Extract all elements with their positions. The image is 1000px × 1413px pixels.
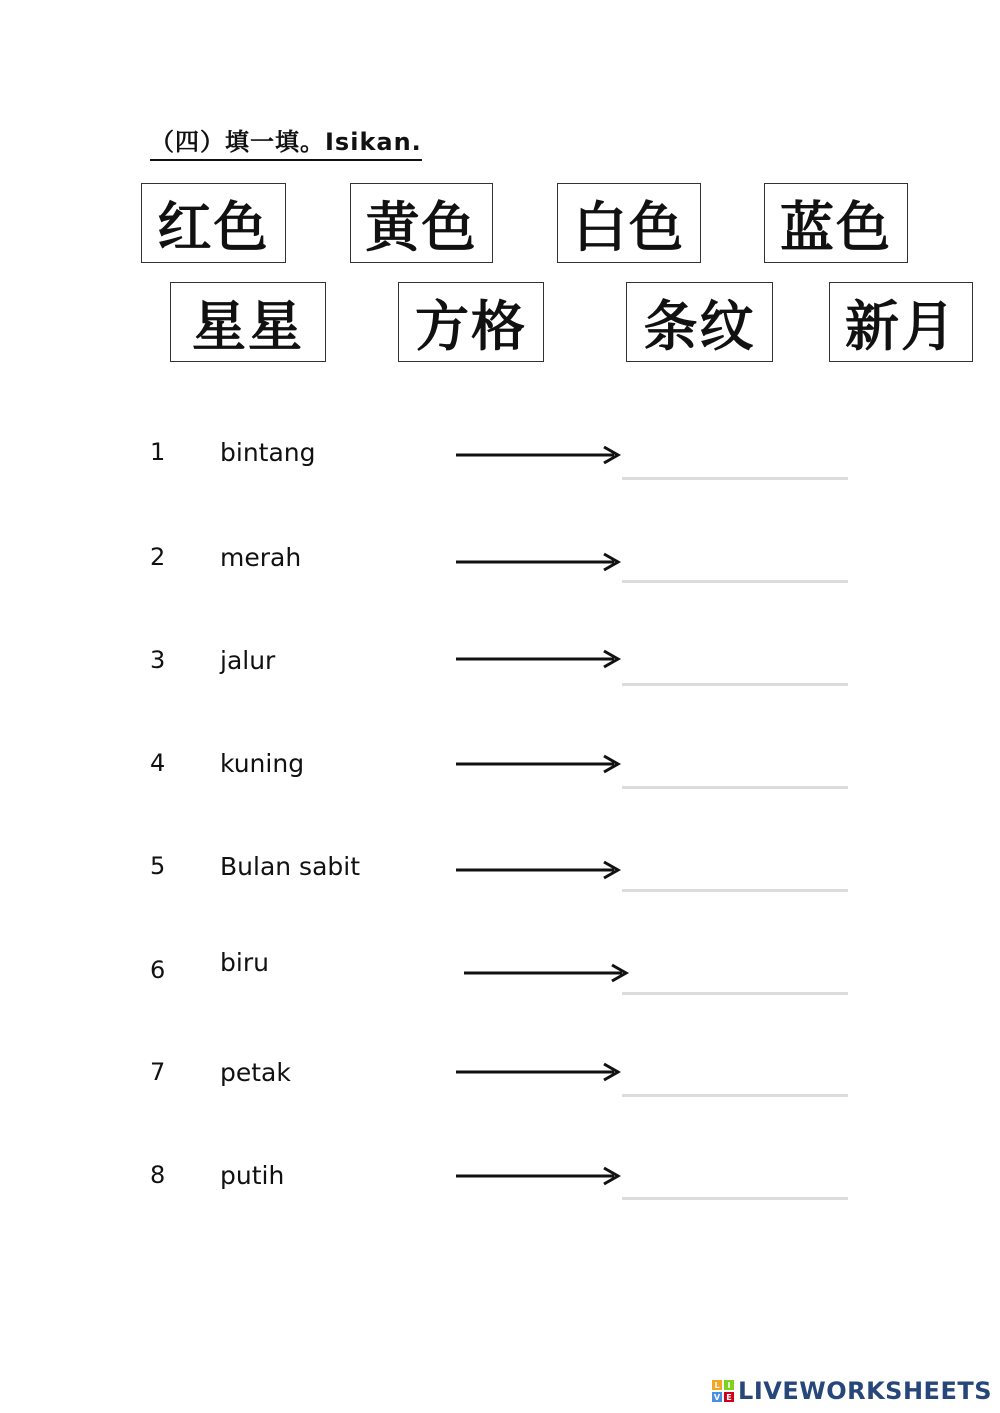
arrow-right-icon [456, 752, 626, 776]
question-number: 3 [150, 646, 166, 674]
question-row [0, 646, 1000, 706]
question-number: 4 [150, 749, 166, 777]
answer-input[interactable] [622, 1069, 848, 1097]
malay-word: bintang [220, 438, 316, 467]
arrow-right-icon [456, 647, 626, 671]
answer-input[interactable] [622, 658, 848, 686]
word-bank-item: 新月 [829, 282, 973, 362]
malay-word: merah [220, 543, 302, 572]
arrow-right-icon [456, 1060, 626, 1084]
question-number: 5 [150, 852, 166, 880]
liveworksheets-watermark [712, 1377, 992, 1405]
malay-word: Bulan sabit [220, 852, 361, 881]
answer-input[interactable] [622, 555, 848, 583]
malay-word: putih [220, 1161, 285, 1190]
question-number: 6 [150, 956, 166, 984]
word-bank-item: 红色 [141, 183, 286, 263]
question-row [0, 438, 1000, 498]
word-bank-item: 方格 [398, 282, 544, 362]
word-bank-item: 蓝色 [764, 183, 908, 263]
question-row [0, 948, 1000, 1008]
malay-word: jalur [220, 646, 276, 675]
word-bank-item: 白色 [557, 183, 701, 263]
logo-letter: E [724, 1392, 734, 1402]
malay-word: kuning [220, 749, 305, 778]
answer-input[interactable] [622, 452, 848, 480]
question-number: 8 [150, 1161, 166, 1189]
word-bank-item: 条纹 [626, 282, 773, 362]
answer-input[interactable] [622, 1172, 848, 1200]
question-row [0, 852, 1000, 912]
arrow-right-icon [456, 858, 626, 882]
arrow-right-icon [456, 550, 626, 574]
question-row [0, 749, 1000, 809]
malay-word: petak [220, 1058, 291, 1087]
word-bank-item: 星星 [170, 282, 326, 362]
answer-input[interactable] [622, 864, 848, 892]
arrow-right-icon [456, 443, 626, 467]
question-row [0, 1058, 1000, 1118]
arrow-right-icon [464, 961, 634, 985]
question-row [0, 1161, 1000, 1221]
liveworksheets-logo-icon [712, 1380, 734, 1402]
question-number: 7 [150, 1058, 166, 1086]
logo-letter: I [724, 1380, 734, 1390]
answer-input[interactable] [622, 967, 848, 995]
answer-input[interactable] [622, 761, 848, 789]
worksheet-title: （四）填一填。Isikan. [150, 122, 422, 161]
question-number: 2 [150, 543, 166, 571]
logo-letter: L [712, 1380, 722, 1390]
logo-letter: V [713, 1392, 721, 1402]
malay-word: biru [220, 948, 269, 977]
arrow-right-icon [456, 1164, 626, 1188]
question-row [0, 543, 1000, 603]
word-bank-item: 黄色 [350, 183, 493, 263]
question-number: 1 [150, 438, 166, 466]
watermark-text: LIVEWORKSHEETS [738, 1377, 992, 1405]
